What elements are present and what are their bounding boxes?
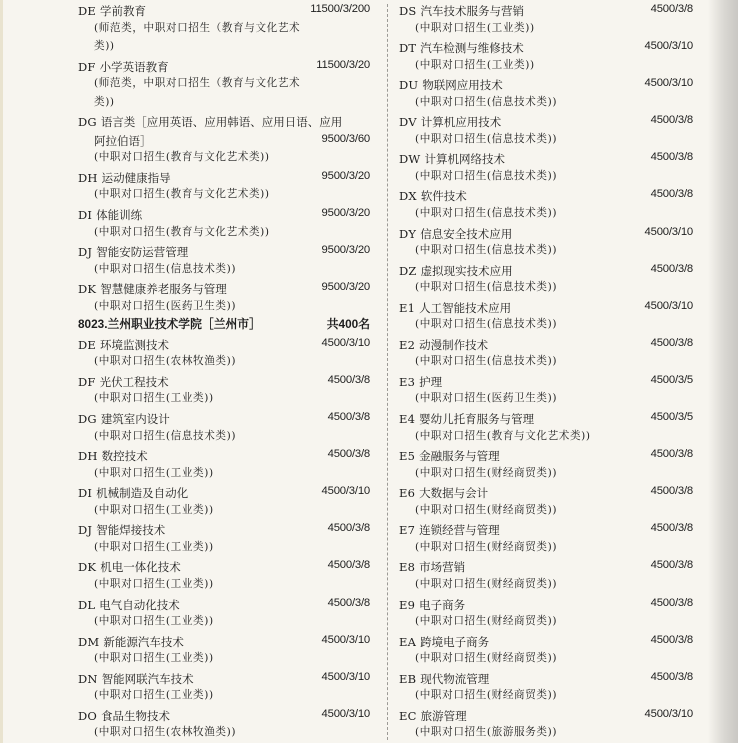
- program-row: [399, 74, 693, 93]
- program-note: (中职对口招生(信息技术类)): [415, 355, 558, 368]
- program-note: 类)): [94, 40, 115, 53]
- program-row: [399, 185, 693, 204]
- program-name: 市场营销: [419, 560, 466, 575]
- program-row: [399, 556, 693, 575]
- program-note: (中职对口招生(信息技术类)): [415, 281, 558, 294]
- program-name: 金融服务与管理: [419, 449, 500, 464]
- program-code: EB: [399, 671, 417, 686]
- institution-total: 共400名: [326, 317, 370, 332]
- program-quota: 4500/3/8: [327, 448, 370, 461]
- program-quota: 4500/3/8: [650, 633, 693, 646]
- program-quota: 4500/3/8: [650, 262, 693, 275]
- program-note: 类)): [94, 95, 115, 108]
- program-code: DU: [399, 78, 419, 93]
- program-row: [78, 0, 370, 19]
- program-quota: 4500/3/10: [321, 485, 370, 498]
- program-note: (中职对口招生(农林牧渔类)): [94, 726, 237, 739]
- program-code: EC: [399, 708, 417, 723]
- program-note: (中职对口招生(农林牧渔类)): [94, 355, 237, 368]
- program-quota: 4500/3/8: [650, 670, 693, 683]
- program-code: DL: [78, 597, 96, 612]
- program-row: [399, 519, 693, 538]
- program-code: DN: [78, 671, 98, 686]
- program-code: DX: [399, 189, 417, 204]
- program-row: [78, 204, 370, 223]
- program-row: [78, 519, 370, 538]
- program-quota: 4500/3/8: [650, 485, 693, 498]
- program-note: (师范类，中职对口招生（教育与文化艺术: [94, 77, 301, 90]
- program-note: (中职对口招生(财经商贸类)): [415, 615, 558, 628]
- program-name: 智能焊接技术: [96, 523, 166, 538]
- program-code: E9: [399, 597, 416, 612]
- program-note: (中职对口招生(信息技术类)): [415, 169, 558, 182]
- program-name: 电子商务: [419, 597, 466, 612]
- program-row: [399, 297, 693, 316]
- program-note: (中职对口招生(工业类)): [94, 503, 214, 516]
- program-row: [78, 278, 370, 297]
- program-quota: 4500/3/8: [650, 114, 693, 127]
- program-code: DW: [399, 152, 421, 167]
- program-row: [399, 37, 693, 56]
- program-code: E5: [399, 449, 416, 464]
- program-quota: 11500/3/200: [310, 3, 370, 15]
- program-note: (中职对口招生(医药卫生类)): [415, 392, 558, 405]
- program-code: DY: [399, 226, 417, 241]
- program-row: [78, 371, 370, 390]
- program-code: DK: [78, 282, 97, 297]
- program-note: (中职对口招生(工业类)): [415, 58, 535, 71]
- program-code: E3: [399, 374, 416, 389]
- program-note: (中职对口招生(财经商贸类)): [415, 652, 558, 665]
- program-note: (中职对口招生(工业类)): [94, 615, 214, 628]
- program-row: [399, 371, 693, 390]
- program-code: DS: [399, 4, 417, 18]
- program-code: E8: [399, 560, 416, 575]
- program-quota: 11500/3/20: [316, 58, 370, 71]
- program-row: [78, 556, 370, 575]
- program-name: 汽车检测与维修技术: [420, 41, 524, 56]
- program-name: 汽车技术服务与营销: [420, 4, 524, 18]
- program-name: 体能训练: [96, 208, 143, 223]
- program-note: (中职对口招生(工业类)): [415, 21, 535, 34]
- program-note: (中职对口招生(旅游服务类)): [415, 726, 558, 739]
- program-note: (中职对口招生(信息技术类)): [415, 132, 558, 145]
- program-quota: 4500/3/10: [644, 707, 693, 720]
- program-note: (中职对口招生(信息技术类)): [415, 207, 558, 220]
- program-code: DM: [78, 634, 100, 649]
- program-code: DZ: [399, 263, 417, 278]
- program-name: 现代物流管理: [420, 671, 490, 686]
- program-name: 机电一体化技术: [100, 560, 181, 575]
- program-note: (中职对口招生(信息技术类)): [415, 318, 558, 331]
- program-code: E6: [399, 486, 416, 501]
- program-quota: 4500/3/8: [650, 151, 693, 164]
- program-code: DO: [78, 708, 98, 723]
- program-code: DI: [78, 208, 93, 223]
- program-quota: 4500/3/10: [644, 299, 693, 312]
- program-quota: 4500/3/8: [650, 448, 693, 461]
- program-quota: 4500/3/10: [321, 707, 370, 720]
- program-row: [78, 56, 370, 75]
- program-row: [78, 668, 370, 687]
- program-name: 大数据与会计: [419, 486, 489, 501]
- program-name: 学前教育: [100, 4, 147, 18]
- program-row: [399, 668, 693, 687]
- program-code: EA: [399, 634, 417, 649]
- program-row: [78, 631, 370, 650]
- program-quota: 4500/3/8: [650, 3, 693, 15]
- program-note: (师范类，中职对口招生（教育与文化艺术: [94, 21, 301, 34]
- program-quota: 9500/3/20: [321, 244, 370, 257]
- column-divider: [387, 4, 388, 740]
- program-quota: 4500/3/8: [650, 596, 693, 609]
- program-note: (中职对口招生(财经商贸类)): [415, 689, 558, 702]
- program-name: 连锁经营与管理: [419, 523, 500, 538]
- institution-heading: [78, 315, 370, 334]
- program-code: E1: [399, 300, 416, 315]
- program-quota: 4500/3/8: [650, 336, 693, 349]
- left-column: [78, 0, 370, 742]
- program-name: 数控技术: [101, 449, 148, 464]
- program-name: 虚拟现实技术应用: [420, 263, 513, 278]
- program-note: (中职对口招生(工业类)): [94, 689, 214, 702]
- program-row: [399, 0, 693, 19]
- program-row: [399, 334, 693, 353]
- program-name: 物联网应用技术: [422, 78, 503, 93]
- program-row: [78, 130, 370, 149]
- program-code: DH: [78, 170, 98, 185]
- page-gutter-shadow: [708, 0, 738, 743]
- program-row: [78, 241, 370, 260]
- program-quota: 4500/3/10: [321, 633, 370, 646]
- program-quota: 4500/3/8: [650, 522, 693, 535]
- program-name: 护理: [419, 374, 443, 389]
- program-note: (中职对口招生(工业类)): [94, 466, 214, 479]
- program-name: 运动健康指导: [101, 170, 171, 185]
- program-note: (中职对口招生(教育与文化艺术类)): [94, 225, 270, 238]
- program-row: [78, 334, 370, 353]
- program-name: 电气自动化技术: [99, 597, 180, 612]
- program-row: [399, 408, 693, 427]
- program-code: DJ: [78, 523, 93, 538]
- program-name: 建筑室内设计: [100, 412, 170, 427]
- program-note: (中职对口招生(教育与文化艺术类)): [415, 429, 591, 442]
- program-note: (中职对口招生(工业类)): [94, 392, 214, 405]
- program-note: (中职对口招生(医药卫生类)): [94, 299, 237, 312]
- program-row: [399, 111, 693, 130]
- program-quota: 4500/3/5: [650, 373, 693, 386]
- program-code: E2: [399, 337, 416, 352]
- institution-title: 8023.兰州职业技术学院［兰州市］: [78, 317, 261, 332]
- program-row: [399, 482, 693, 501]
- program-code: DF: [78, 59, 96, 74]
- program-note: (中职对口招生(财经商贸类)): [415, 466, 558, 479]
- program-row: [399, 445, 693, 464]
- program-quota: 4500/3/8: [327, 411, 370, 424]
- program-code: E7: [399, 523, 416, 538]
- program-code: DG: [78, 412, 97, 427]
- program-row: [399, 260, 693, 279]
- program-row: [78, 482, 370, 501]
- program-note: (中职对口招生(信息技术类)): [94, 262, 237, 275]
- program-quota: 4500/3/8: [327, 373, 370, 386]
- program-name: 人工智能技术应用: [419, 300, 512, 315]
- program-name: 光伏工程技术: [99, 374, 169, 389]
- right-column: [399, 0, 693, 742]
- program-quota: 4500/3/8: [650, 559, 693, 572]
- program-note: (中职对口招生(财经商贸类)): [415, 540, 558, 553]
- program-row: [78, 705, 370, 724]
- program-note: (中职对口招生(财经商贸类)): [415, 577, 558, 590]
- program-code: DJ: [78, 245, 93, 260]
- program-row: [399, 594, 693, 613]
- program-code: DI: [78, 486, 93, 501]
- program-quota: 9500/3/20: [321, 207, 370, 220]
- program-name: 新能源汽车技术: [103, 634, 184, 649]
- program-name: 小学英语教育: [99, 59, 169, 74]
- program-name: 计算机网络技术: [424, 152, 505, 167]
- program-name: 软件技术: [420, 189, 467, 204]
- program-code: DH: [78, 449, 98, 464]
- program-row: [78, 167, 370, 186]
- program-name: 信息安全技术应用: [420, 226, 513, 241]
- program-code: DK: [78, 560, 97, 575]
- program-name: 机械制造及自动化: [96, 486, 189, 501]
- program-name: 智慧健康养老服务与管理: [100, 282, 227, 297]
- program-quota: 4500/3/8: [650, 188, 693, 201]
- program-row: [78, 445, 370, 464]
- program-row: [399, 705, 693, 724]
- program-code: DV: [399, 115, 417, 130]
- program-name: 语言类［应用英语、应用韩语、应用日语、应用: [100, 115, 343, 130]
- program-code: E4: [399, 412, 416, 427]
- program-quota: 4500/3/10: [321, 336, 370, 349]
- program-quota: 4500/3/10: [644, 40, 693, 53]
- program-code: DG: [78, 115, 97, 130]
- program-quota: 4500/3/8: [327, 522, 370, 535]
- program-name: 环境监测技术: [100, 337, 170, 352]
- program-note: (中职对口招生(信息技术类)): [415, 95, 558, 108]
- program-row: [399, 223, 693, 242]
- program-note: (中职对口招生(教育与文化艺术类)): [94, 151, 270, 164]
- program-note: (中职对口招生(工业类)): [94, 652, 214, 665]
- program-name: 跨境电子商务: [420, 634, 490, 649]
- program-quota: 4500/3/8: [327, 559, 370, 572]
- program-name: 智能安防运营管理: [96, 245, 189, 260]
- program-note: (中职对口招生(信息技术类)): [415, 244, 558, 257]
- program-code: DT: [399, 41, 417, 56]
- program-name: 婴幼儿托育服务与管理: [419, 412, 535, 427]
- program-code: DE: [78, 4, 97, 18]
- program-note: (中职对口招生(财经商贸类)): [415, 503, 558, 516]
- program-quota: 9500/3/20: [321, 281, 370, 294]
- program-name: 旅游管理: [420, 708, 467, 723]
- program-note: (中职对口招生(教育与文化艺术类)): [94, 188, 270, 201]
- program-row: [78, 111, 370, 130]
- program-name: 计算机应用技术: [420, 115, 502, 130]
- page-left-edge: [0, 0, 3, 743]
- program-quota: 9500/3/20: [321, 169, 370, 182]
- program-name: 智能网联汽车技术: [101, 671, 194, 686]
- program-name: 动漫制作技术: [419, 337, 489, 352]
- program-quota: 9500/3/60: [321, 132, 370, 145]
- program-quota: 4500/3/5: [650, 411, 693, 424]
- program-note: (中职对口招生(工业类)): [94, 540, 214, 553]
- program-row: [78, 408, 370, 427]
- program-row: [399, 631, 693, 650]
- program-note: (中职对口招生(工业类)): [94, 577, 214, 590]
- program-row: [399, 148, 693, 167]
- program-note: (中职对口招生(信息技术类)): [94, 429, 237, 442]
- program-code: DE: [78, 337, 97, 352]
- program-name: 阿拉伯语］: [94, 133, 152, 148]
- program-quota: 4500/3/10: [321, 670, 370, 683]
- program-quota: 4500/3/10: [644, 225, 693, 238]
- program-quota: 4500/3/8: [327, 596, 370, 609]
- program-name: 食品生物技术: [101, 708, 171, 723]
- program-quota: 4500/3/10: [644, 77, 693, 90]
- program-row: [78, 594, 370, 613]
- program-code: DF: [78, 374, 96, 389]
